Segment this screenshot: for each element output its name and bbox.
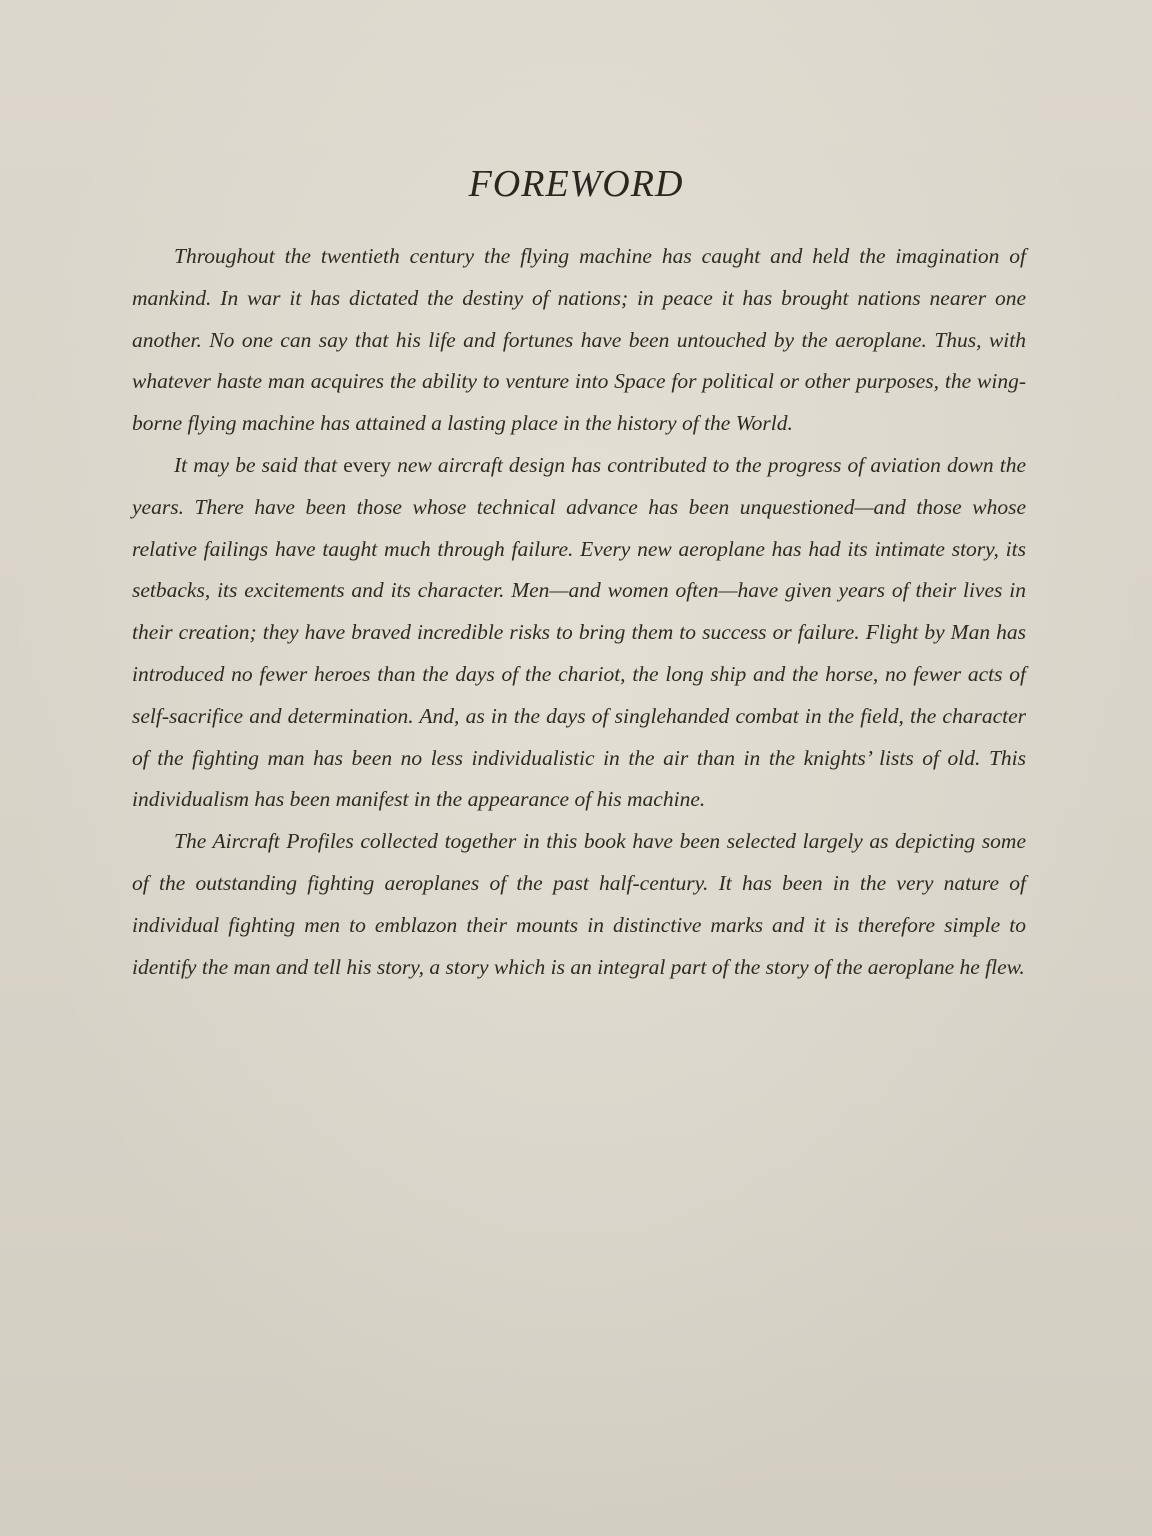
paragraph-2-upright-word: every — [343, 452, 391, 477]
paragraph-3: The Aircraft Profiles collected together in this book have been selected largely as depicting some of the outstanding fighting aeroplanes of the past half-century. It has been in the very nature of individual fighting men to emblazon their mounts in distinctive marks and it is therefore simple to identify the man and tell his story, a story which is an integral part of the story of the aeroplane he flew. — [132, 829, 1026, 979]
paragraph-2 — [132, 445, 1026, 821]
page-title: FOREWORD — [468, 163, 684, 205]
paragraph-2-lead: It may be said that — [174, 452, 344, 477]
foreword-body — [132, 236, 1026, 988]
paragraph-1: Throughout the twentieth century the flying machine has caught and held the imagination of mankind. In war it has dictated the destiny of nations; in peace it has brought nations nearer one another. No one can say that his life and fortunes have been untouched by the aeroplane. Thus, with whatever haste man acquires the ability to venture into Space for political or other purposes, the wing-borne flying machine has attained a lasting place in the history of the World. — [132, 244, 1026, 436]
paragraph-2-rest: new aircraft design has contributed to the progress of aviation down the years. There have been those whose technical advance has been unquestioned—and those whose relative failings have taught much through failure. Every new aeroplane has had its intimate story, its setbacks, its excitements and its character. Men—and women often—have given years of their lives in their creation; they have braved incredible risks to bring them to success or failure. Flight by Man has introduced no fewer heroes than the days of the chariot, the long ship and the horse, no fewer acts of self-sacrifice and determination. And, as in the days of singlehanded combat in the field, the character of the fighting man has been no less individualistic in the air than in the knights’ lists of old. This individualism has been manifest in the appearance of his machine. — [132, 452, 1026, 812]
